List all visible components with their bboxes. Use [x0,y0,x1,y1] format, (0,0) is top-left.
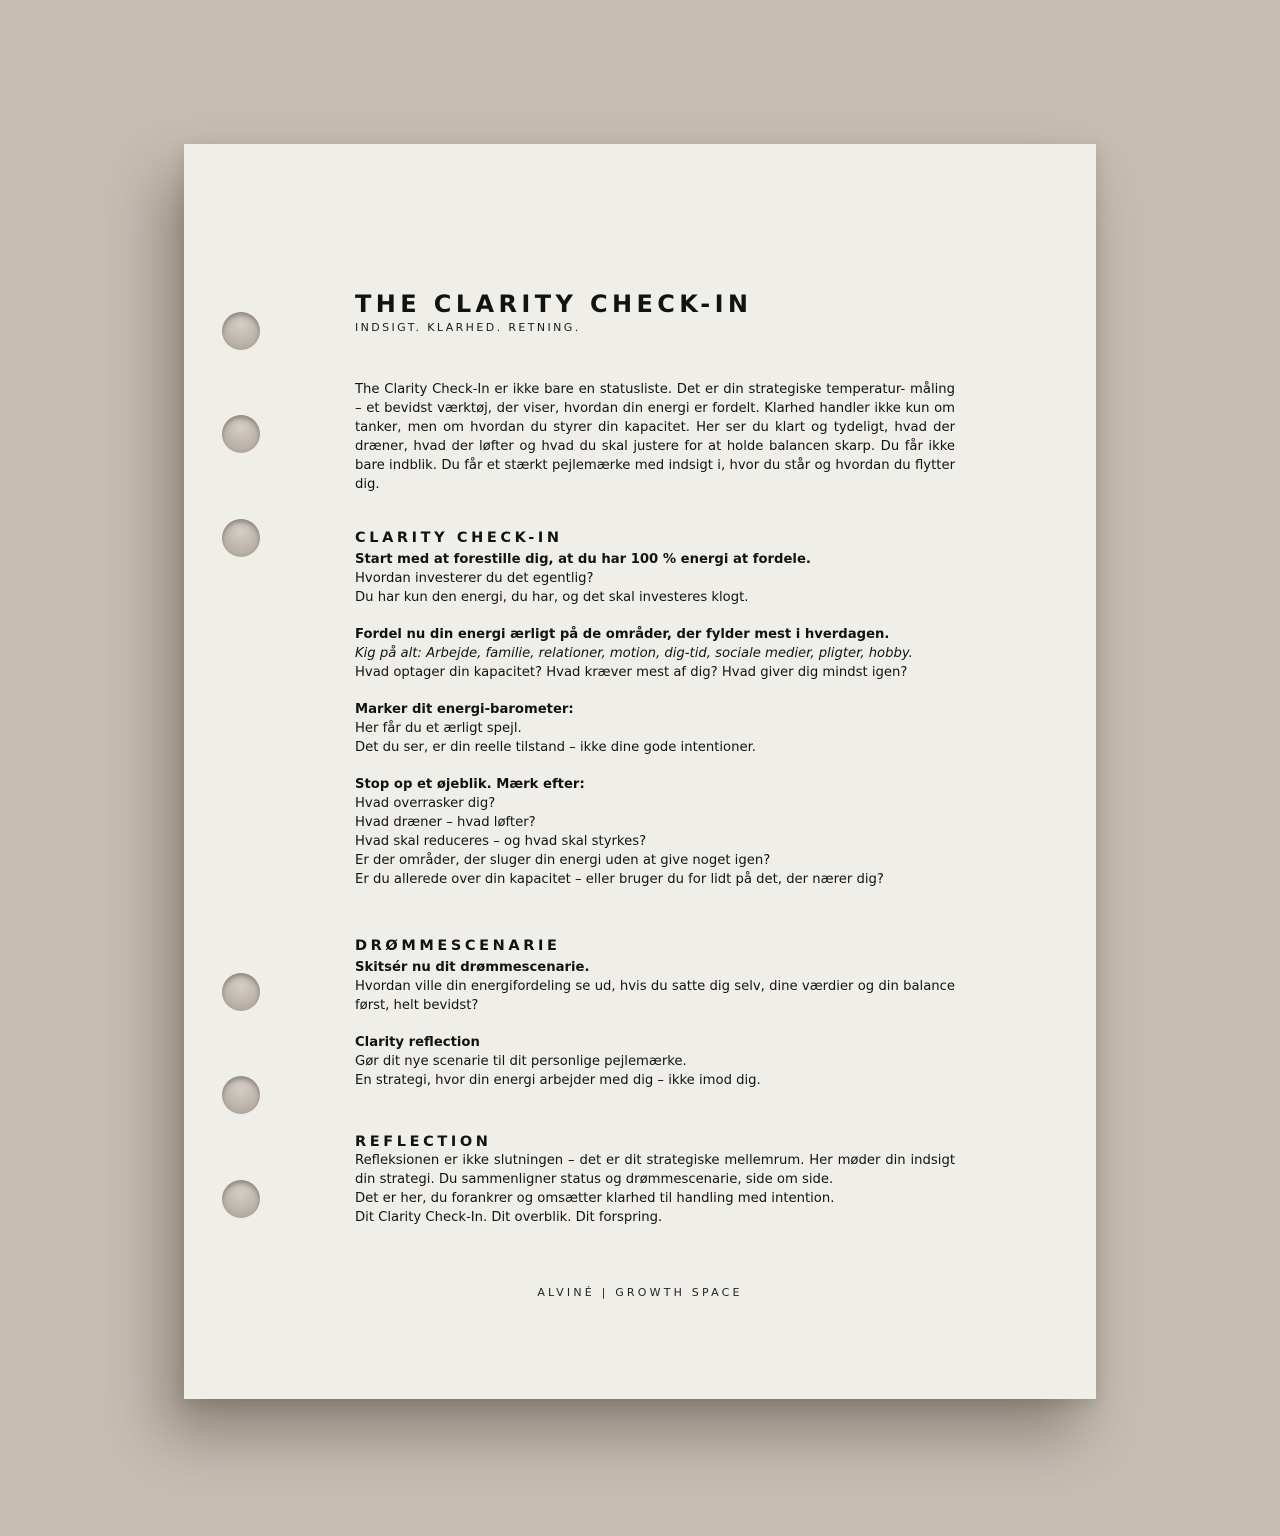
section-reflection [355,1133,955,1245]
brand-footer: ALVINÉ | GROWTH SPACE [537,1286,743,1299]
block-line: Du har kun den energi, du har, og det skal investeres klogt. [355,590,749,605]
block-line: Gør dit nye scenarie til dit personlige pejlemærke. [355,1054,687,1069]
text-block [355,775,955,889]
text-block [355,550,955,607]
block-line: Er du allerede over din kapacitet – eller bruger du for lidt på det, der nærer dig? [355,872,884,887]
block-line: Hvad dræner – hvad løfter? [355,815,536,830]
text-block [355,1151,955,1227]
binder-hole [222,1180,260,1218]
block-line: Dit Clarity Check-In. Dit overblik. Dit forspring. [355,1210,663,1225]
block-lead: Start med at forestille dig, at du har 100 % energi at fordele. [355,552,811,567]
block-lead: Marker dit energi-barometer: [355,702,574,717]
page-title: THE CLARITY CHECK-IN [355,290,753,318]
text-block [355,1033,955,1090]
section-dream-scenario [355,937,955,1108]
block-line: Refleksionen er ikke slutningen – det er dit strategiske mellemrum. Her møder din indsigt din strategi. Du sammenligner status og drømmescenarie, side om side. [355,1153,955,1187]
page-subtitle: INDSIGT. KLARHED. RETNING. [355,321,581,334]
section-clarity-check-in [355,529,955,907]
section-heading: DRØMMESCENARIE [355,938,561,954]
block-lead: Stop op et øjeblik. Mærk efter: [355,777,585,792]
binder-hole [222,1076,260,1114]
intro-paragraph: The Clarity Check-In er ikke bare en statusliste. Det er din strategiske temperatur- måling – et bevidst værktøj, der viser, hvordan din energi er fordelt. Klarhed handler ikke kun om tanker, men om hvordan du styrer din kapacitet. Her ser du klart og tydeligt, hvad der dræner, hvad der løfter og hvad du skal justere for at holde balancen skarp. Du får ikke bare indblik. Du får et stærkt pejlemærke med indsigt i, hvor du står og hvordan du flytter dig. [355,382,955,492]
binder-hole [222,415,260,453]
planner-page [184,144,1096,1399]
block-italic-line: Kig på alt: Arbejde, familie, relationer, motion, dig-tid, sociale medier, pligter, hobby. [355,646,913,661]
block-lead: Skitsér nu dit drømmescenarie. [355,960,590,975]
block-line: Det er her, du forankrer og omsætter klarhed til handling med intention. [355,1191,835,1206]
block-line: Hvad optager din kapacitet? Hvad kræver mest af dig? Hvad giver dig mindst igen? [355,665,908,680]
binder-hole [222,312,260,350]
block-lead: Fordel nu din energi ærligt på de områder, der fylder mest i hverdagen. [355,627,890,642]
block-line: Er der områder, der sluger din energi uden at give noget igen? [355,853,771,868]
text-block [355,958,955,1015]
binder-hole [222,519,260,557]
block-lead: Clarity reflection [355,1035,480,1050]
block-line: Hvordan investerer du det egentlig? [355,571,594,586]
block-line: Hvad overrasker dig? [355,796,496,811]
block-line: Her får du et ærligt spejl. [355,721,522,736]
block-line: En strategi, hvor din energi arbejder med dig – ikke imod dig. [355,1073,761,1088]
section-heading: CLARITY CHECK-IN [355,530,563,546]
block-line: Hvad skal reduceres – og hvad skal styrkes? [355,834,647,849]
page-content [355,289,955,1225]
text-block [355,625,955,682]
section-heading: REFLECTION [355,1134,492,1150]
block-line: Det du ser, er din reelle tilstand – ikke dine gode intentioner. [355,740,756,755]
binder-hole [222,973,260,1011]
block-line: Hvordan ville din energifordeling se ud, hvis du satte dig selv, dine værdier og din balance først, helt bevidst? [355,979,955,1013]
text-block [355,700,955,757]
